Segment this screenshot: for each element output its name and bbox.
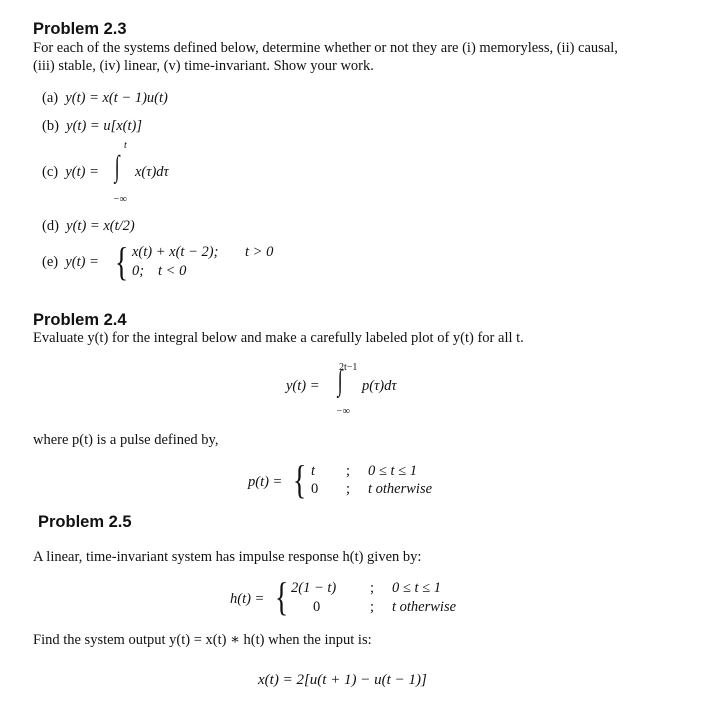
- find-text: Find the system output y(t) = x(t) ∗ h(t) when the input is:: [33, 632, 372, 648]
- input-equation: x(t) = 2[u(t + 1) − u(t − 1)]: [258, 672, 427, 688]
- problem-2-5-intro: A linear, time-invariant system has impulse response h(t) given by:: [33, 549, 422, 565]
- equation: y(t) = u[x(t)]: [66, 118, 142, 134]
- condition-2: t otherwise: [368, 481, 433, 497]
- left-brace: {: [114, 239, 129, 284]
- h-lhs: h(t) =: [230, 591, 265, 607]
- integral-lower: −∞: [113, 194, 127, 205]
- item-label: (e): [42, 254, 59, 270]
- condition-1: t > 0: [245, 244, 274, 260]
- separator: ;: [346, 463, 351, 479]
- item-label: (b): [42, 118, 59, 134]
- item-e: [42, 254, 99, 271]
- item-b: [42, 118, 142, 135]
- integral-lower: −∞: [336, 406, 350, 417]
- condition-1: 0 ≤ t ≤ 1: [392, 580, 441, 596]
- problem-2-3-title: Problem 2.3: [33, 20, 127, 38]
- item-label: (d): [42, 218, 59, 234]
- case-1: x(t) + x(t − 2);: [132, 244, 219, 260]
- separator: ;: [370, 599, 375, 615]
- equation: y(t) = x(t/2): [66, 218, 135, 234]
- case-1: 2(1 − t): [291, 580, 337, 596]
- item-label: (c): [42, 164, 59, 180]
- integral-upper: t: [124, 140, 127, 151]
- left-brace: {: [292, 457, 307, 502]
- case-2: 0: [313, 599, 321, 615]
- condition-1: 0 ≤ t ≤ 1: [368, 463, 417, 479]
- integral-upper: 2t−1: [339, 362, 358, 373]
- item-label: (a): [42, 90, 59, 106]
- condition-2: t otherwise: [392, 599, 457, 615]
- case-1: t: [311, 463, 316, 479]
- item-c: [42, 164, 99, 181]
- problem-2-3-intro-2: (iii) stable, (iv) linear, (v) time-invariant. Show your work.: [33, 58, 374, 74]
- integrand: p(τ)dτ: [362, 378, 397, 394]
- integrand: x(τ)dτ: [135, 164, 169, 180]
- item-a: [42, 90, 168, 107]
- separator: ;: [370, 580, 375, 596]
- problem-2-4-intro: Evaluate y(t) for the integral below and make a carefully labeled plot of y(t) for all t.: [33, 330, 524, 346]
- equation-lhs: y(t) =: [65, 164, 99, 180]
- condition-2: t < 0: [158, 263, 187, 279]
- case-2: 0: [311, 481, 319, 497]
- where-text: where p(t) is a pulse defined by,: [33, 432, 219, 448]
- integral-sign: ∫: [337, 364, 343, 397]
- equation-lhs: y(t) =: [65, 254, 99, 270]
- problem-2-3-intro-1: For each of the systems defined below, determine whether or not they are (i) memoryless, (ii) causal,: [33, 40, 618, 56]
- problem-2-5-title: Problem 2.5: [38, 513, 132, 531]
- separator: ;: [346, 481, 351, 497]
- equation-lhs: y(t) =: [286, 378, 320, 394]
- p-lhs: p(t) =: [248, 474, 283, 490]
- left-brace: {: [274, 574, 289, 619]
- equation: y(t) = x(t − 1)u(t): [65, 90, 168, 106]
- integral-sign: ∫: [114, 150, 120, 183]
- problem-2-4-title: Problem 2.4: [33, 311, 127, 329]
- case-2: 0;: [132, 263, 145, 279]
- item-d: [42, 218, 135, 235]
